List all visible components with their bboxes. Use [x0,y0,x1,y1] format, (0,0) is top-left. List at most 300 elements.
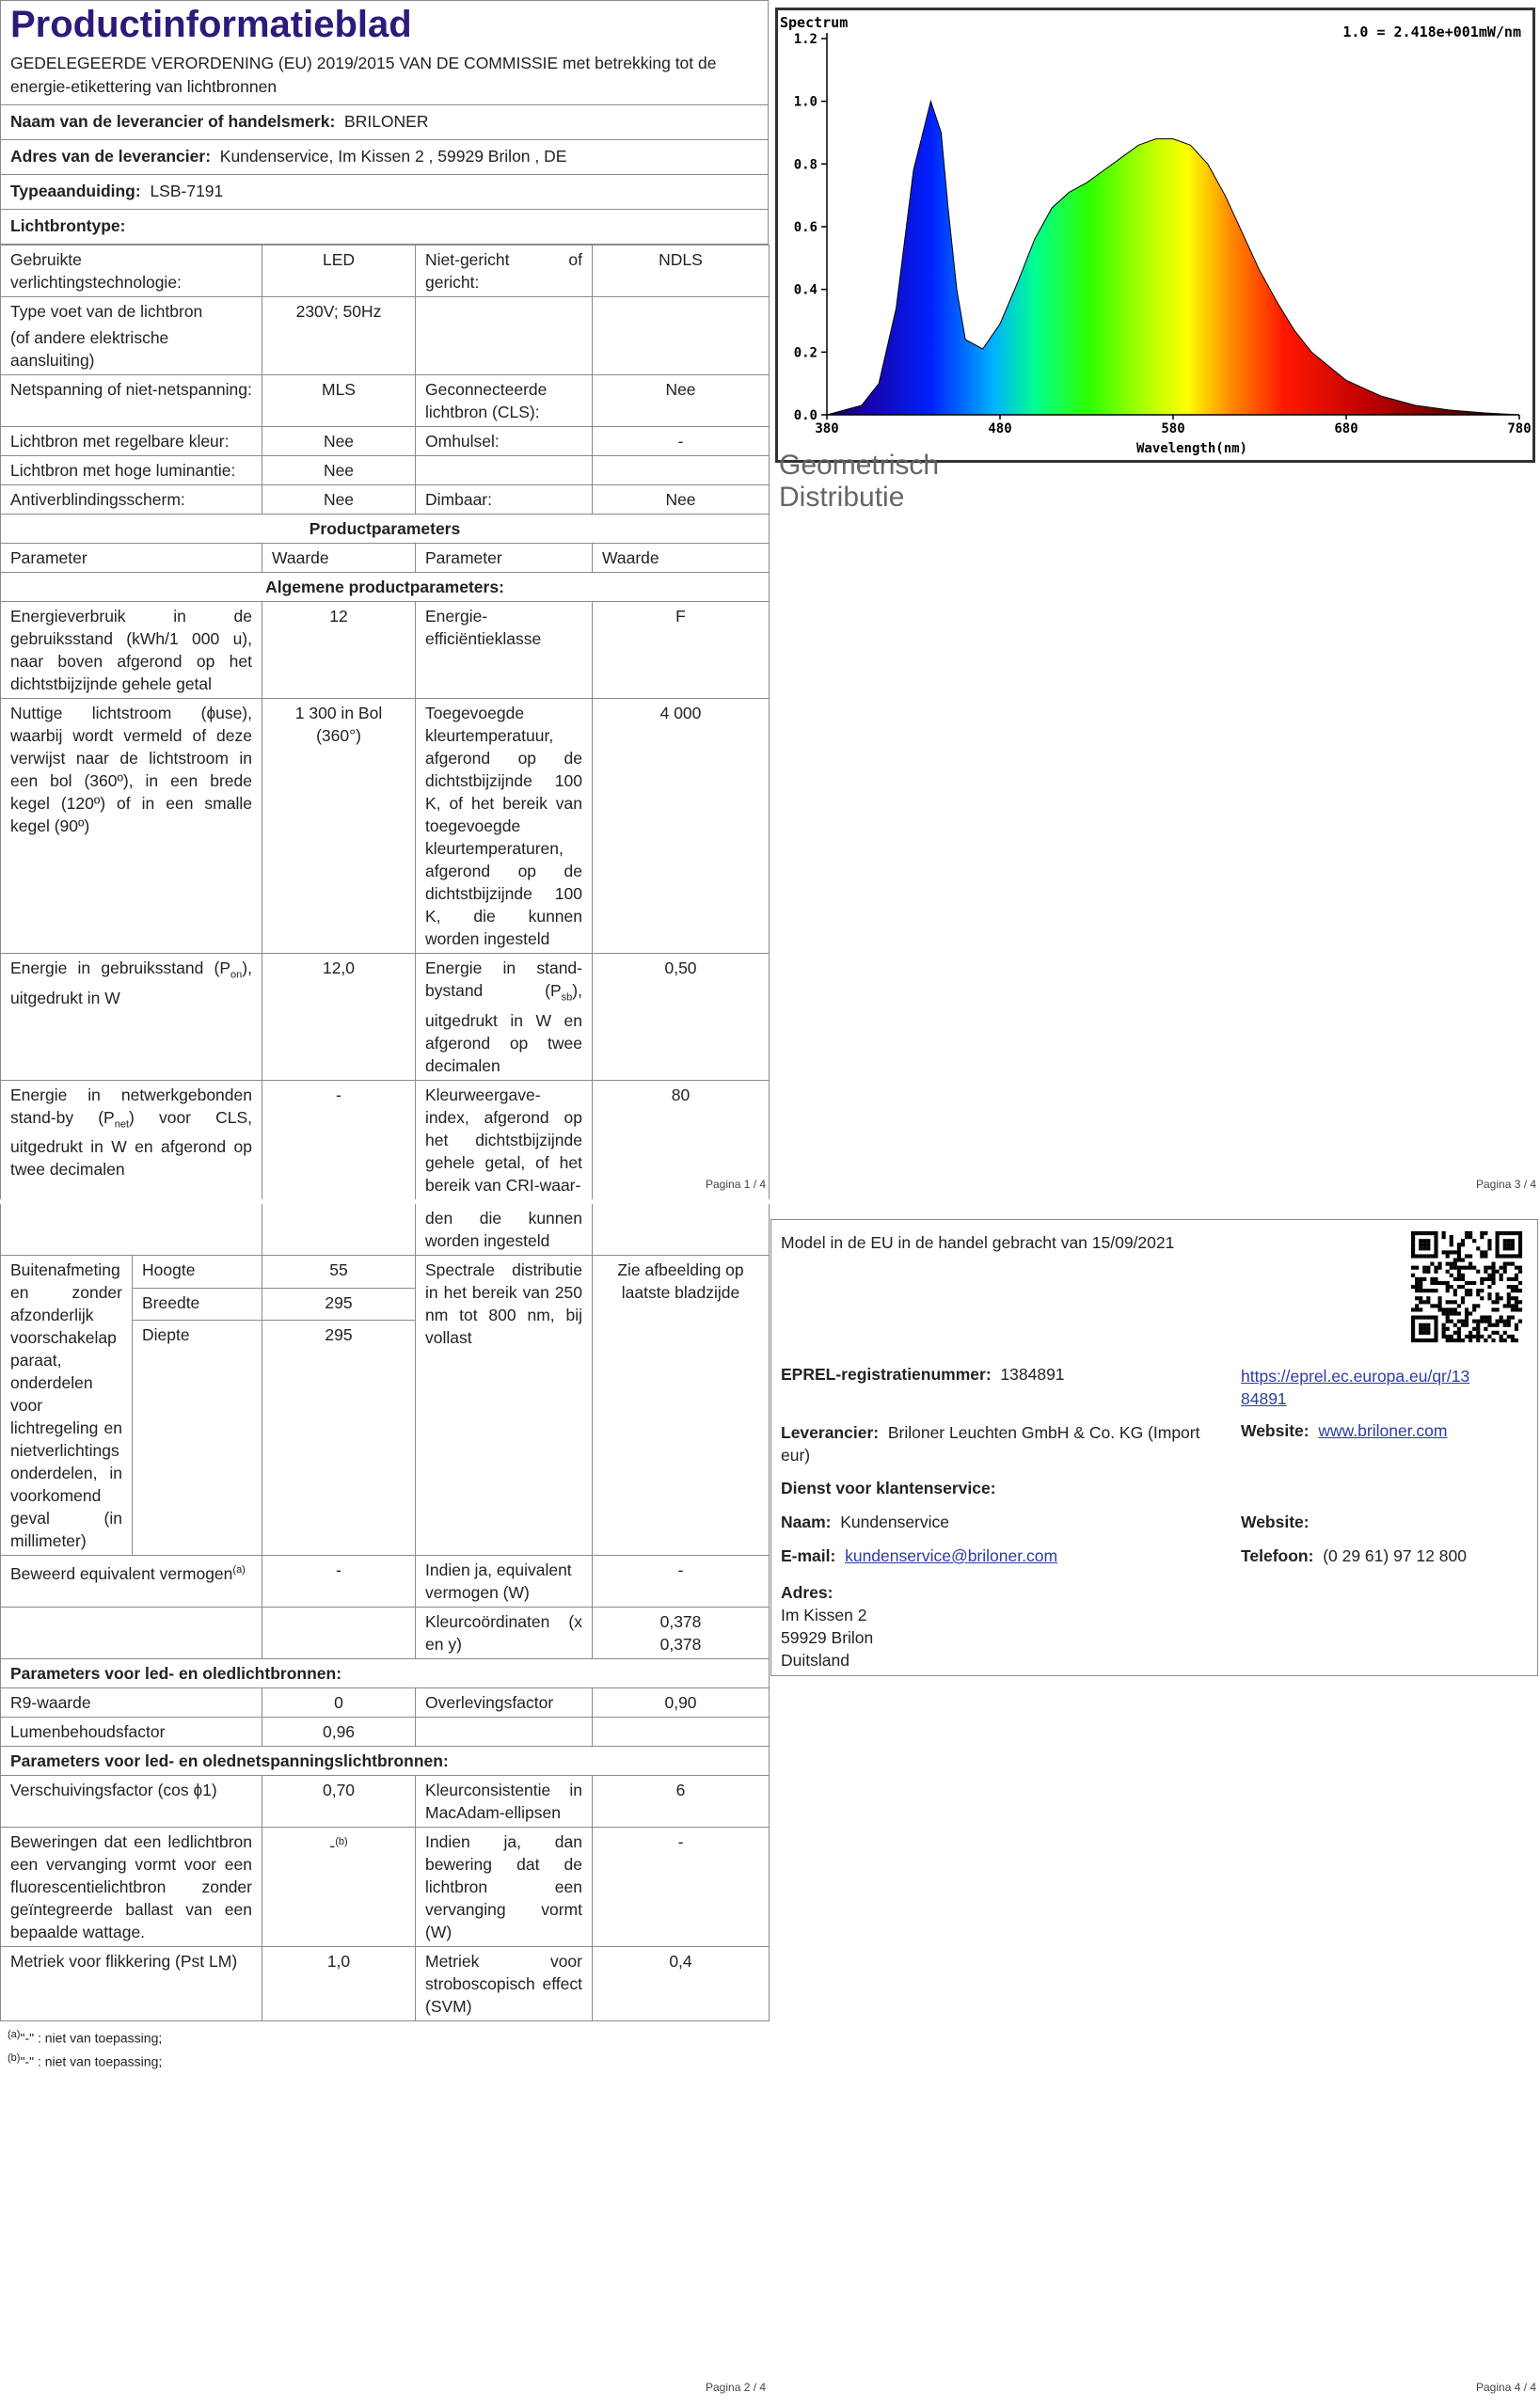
qr-module [1442,1281,1446,1285]
qr-module [1515,1296,1518,1300]
qr-module [1472,1335,1476,1339]
qr-module [1480,1231,1484,1235]
qr-module [1491,1277,1495,1281]
table-cell [593,1608,770,1659]
qr-module [1415,1285,1419,1289]
qr-module [1415,1254,1419,1258]
qr-module [1415,1316,1419,1320]
qr-module [1480,1320,1484,1323]
table-cell: Buitenafmetingen zonder afzonderlijk voorschakelapparaat, onderdelen voor lichtregeling en nietverlichtingsonderdelen, in voorkomend geval (in millimeter) [1,1256,133,1556]
qr-module [1422,1316,1426,1320]
qr-module [1476,1327,1480,1331]
table-cell [1,1204,262,1256]
qr-module [1487,1277,1491,1281]
qr-module [1430,1304,1434,1307]
qr-module [1491,1274,1495,1277]
qr-module [1500,1266,1503,1270]
qr-module [1419,1285,1422,1289]
chart-title: Spectrum [780,14,849,31]
table-cell: Gebruikte verlichtingstechnologie: [1,246,262,297]
table-cell: Omhulsel: [416,427,593,456]
qr-module [1518,1289,1522,1292]
spectrum-area [827,102,1519,415]
footnote-b [8,2049,761,2072]
table-cell: - [593,427,770,456]
qr-module [1469,1289,1472,1292]
superscript: (a) [232,1564,246,1576]
table-cell: 0,96 [262,1718,416,1747]
table-cell: Antiverblindingsscherm: [1,485,262,515]
address-label: Adres: [781,1583,834,1602]
qr-module [1518,1239,1522,1243]
qr-module [1465,1335,1469,1339]
qr-module [1472,1266,1476,1270]
qr-module [1434,1277,1437,1281]
qr-module [1461,1274,1465,1277]
qr-module [1507,1323,1511,1327]
qr-module [1437,1307,1441,1311]
table-row [1,699,770,954]
qr-module [1411,1274,1415,1277]
qr-module [1442,1307,1446,1311]
qr-module [1515,1323,1518,1327]
qr-module [1487,1274,1491,1277]
qr-module [1434,1323,1437,1327]
qr-module [1500,1254,1503,1258]
page-number: Pagina 4 / 4 [1476,2381,1537,2394]
qr-module [1465,1254,1469,1258]
qr-module [1419,1323,1422,1327]
qr-module [1496,1270,1500,1274]
table-cell: den die kunnen worden ingesteld [416,1204,593,1256]
table-cell: Verschuivingsfactor (cos ɸ1) [1,1776,262,1828]
qr-module [1434,1266,1437,1270]
qr-module [1422,1266,1426,1270]
qr-module [1419,1254,1422,1258]
qr-module [1515,1289,1518,1292]
plot-area [794,32,1532,436]
qr-module [1496,1331,1500,1335]
qr-module [1450,1300,1453,1304]
qr-module [1461,1243,1465,1246]
qr-module [1511,1262,1515,1266]
qr-module [1503,1262,1507,1266]
page-number: Pagina 2 / 4 [706,2381,767,2394]
qr-module [1484,1316,1487,1320]
qr-module [1469,1292,1472,1296]
qr-module [1484,1254,1487,1258]
qr-module [1442,1311,1446,1315]
table-row [1,1556,770,1608]
table-row [1,1080,770,1199]
qr-module [1518,1266,1522,1270]
qr-module [1434,1270,1437,1274]
qr-module [1515,1304,1518,1307]
x-tick-label: 680 [1334,421,1358,436]
qr-module [1411,1235,1415,1239]
qr-module [1450,1266,1453,1270]
table-cell: Spectrale distributie in het bereik van 250 nm tot 800 nm, bij vollast [416,1256,593,1556]
qr-module [1507,1231,1511,1235]
qr-module [1515,1339,1518,1342]
partial-caption: Geometrisch Distributie [779,450,940,513]
qr-module [1511,1277,1515,1281]
regulation-text: GEDELEGEERDE VERORDENING (EU) 2019/2015 VAN DE COMMISSIE met betrekking tot de energie-etikettering van lichtbronnen [10,54,717,96]
qr-module [1496,1254,1500,1258]
qr-module [1450,1339,1453,1342]
qr-module [1511,1246,1515,1250]
text: ) voor CLS, uitgedrukt in W en afgerond op twee decimalen [10,1107,253,1179]
table-cell [416,1718,593,1747]
qr-module [1503,1339,1507,1342]
qr-module [1430,1281,1434,1285]
qr-module [1434,1231,1437,1235]
qr-module [1511,1285,1515,1289]
table-cell [416,297,593,375]
qr-module [1457,1274,1461,1277]
qr-module [1518,1250,1522,1254]
y-tick-label: 1.2 [793,32,818,47]
table-cell: Nee [262,427,416,456]
table-cell: NDLS [593,246,770,297]
website-label: Website: [1241,1421,1310,1440]
table-cell: - [262,1556,416,1608]
qr-module [1426,1246,1430,1250]
qr-module [1511,1316,1515,1320]
qr-module [1426,1300,1430,1304]
qr-module [1484,1266,1487,1270]
qr-module [1491,1331,1495,1335]
table-cell [593,1718,770,1747]
table-cell: 6 [593,1776,770,1828]
qr-module [1465,1235,1469,1239]
table-cell: Kleurconsistentie in MacAdam-ellipsen [416,1776,593,1828]
qr-module [1411,1327,1415,1331]
qr-module [1507,1246,1511,1250]
page-title: Productinformatieblad [10,4,412,45]
qr-module [1422,1254,1426,1258]
qr-module [1487,1320,1491,1323]
qr-module [1476,1289,1480,1292]
y-tick-label: 0.4 [793,282,818,298]
qr-module [1437,1262,1441,1266]
placed-on-market: Model in de EU in de handel gebracht van 15/09/2021 [781,1233,1175,1252]
qr-module [1426,1266,1430,1270]
y-tick-label: 0.8 [793,157,818,173]
qr-module [1518,1320,1522,1323]
eprel-value: 1384891 [1000,1365,1065,1384]
table-cell: 230V; 50Hz [262,297,416,375]
table-cell: - [593,1828,770,1947]
qr-module [1511,1239,1515,1243]
qr-module [1503,1270,1507,1274]
qr-module [1511,1339,1515,1342]
table-cell: 55 [262,1256,416,1289]
qr-module [1415,1307,1419,1311]
address-block [781,1581,873,1671]
qr-module [1411,1323,1415,1327]
qr-module [1415,1281,1419,1285]
table-cell: Diepte [133,1321,262,1353]
table-cell: Niet-gericht of gericht: [416,246,593,297]
qr-module [1434,1327,1437,1331]
qr-module [1484,1270,1487,1274]
qr-module [1446,1262,1450,1266]
qr-module [1434,1254,1437,1258]
qr-module [1484,1231,1487,1235]
partial-caption-clip [779,450,967,513]
qr-module [1476,1323,1480,1327]
table-cell: Beweringen dat een ledlichtbron een vervanging vormt voor een fluorescentielichtbron zonder geïntegreerde ballast van een bepaalde wattage. [1,1828,262,1947]
qr-module [1411,1335,1415,1339]
table-cell [593,297,770,375]
qr-module [1465,1323,1469,1327]
table-cell: Kleurcoördinaten (x en y) [416,1608,593,1659]
email-link[interactable]: kundenservice@briloner.com [845,1546,1058,1565]
qr-module [1480,1289,1484,1292]
qr-module [1480,1254,1484,1258]
qr-module [1465,1307,1469,1311]
x-axis-label: Wavelength(nm) [1135,441,1248,456]
qr-module [1515,1231,1518,1235]
qr-module [1411,1246,1415,1250]
eprel-label: EPREL-registratienummer: [781,1365,992,1384]
lightsource-table [0,245,770,1199]
qr-module [1496,1296,1500,1300]
table-cell: F [593,602,770,699]
table-row [1,1947,770,2021]
superscript: (b) [8,2052,21,2064]
qr-module [1472,1327,1476,1331]
qr-module [1450,1262,1453,1266]
qr-module [1446,1316,1450,1320]
qr-module [1500,1320,1503,1323]
qr-module [1450,1243,1453,1246]
qr-module [1442,1331,1446,1335]
qr-module [1515,1277,1518,1281]
footnotes [0,2021,769,2071]
qr-module [1469,1262,1472,1266]
qr-module [1415,1296,1419,1300]
qr-module [1437,1281,1441,1285]
column-header: Waarde [262,544,416,573]
qr-module [1422,1243,1426,1246]
qr-module [1500,1274,1503,1277]
qr-module [1469,1266,1472,1270]
qr-module [1415,1339,1419,1342]
qr-module [1453,1289,1457,1292]
table-cell: Netspanning of niet-netspanning: [1,375,262,427]
qr-module [1426,1254,1430,1258]
y-tick-label: 1.0 [793,94,818,110]
qr-module [1426,1339,1430,1342]
qr-module [1487,1292,1491,1296]
qr-module [1461,1266,1465,1270]
table-cell [593,456,770,485]
qr-module [1457,1339,1461,1342]
table-cell: Lumenbehoudsfactor [1,1718,262,1747]
link-line: 84891 [1241,1389,1287,1408]
table-cell [1,297,262,375]
qr-module [1434,1316,1437,1320]
qr-module [1496,1300,1500,1304]
qr-module [1450,1320,1453,1323]
table-row [1,1659,770,1688]
qr-module [1465,1311,1469,1315]
service-heading [781,1479,996,1498]
qr-module [1419,1246,1422,1250]
qr-module [1422,1270,1426,1274]
phone-row [1241,1546,1467,1566]
qr-module [1446,1289,1450,1292]
qr-module [1503,1331,1507,1335]
table-row [1,954,770,1081]
qr-module [1476,1339,1480,1342]
parameters-table-continued [0,1204,770,2021]
table-cell: - [593,1556,770,1608]
qr-module [1496,1292,1500,1296]
qr-module [1484,1250,1487,1254]
qr-module [1507,1285,1511,1289]
qr-module [1465,1292,1469,1296]
qr-module [1430,1339,1434,1342]
qr-module [1465,1281,1469,1285]
qr-module [1503,1239,1507,1243]
qr-module [1518,1281,1522,1285]
qr-module [1434,1320,1437,1323]
qr-module [1457,1254,1461,1258]
qr-module [1487,1323,1491,1327]
email-label: E-mail: [781,1546,836,1565]
qr-module [1503,1254,1507,1258]
qr-module [1480,1235,1484,1239]
text: Energie in netwerkgebonden stand-by (P [10,1085,252,1127]
qr-module [1457,1246,1461,1250]
qr-module [1457,1250,1461,1254]
email-row [781,1546,1057,1566]
qr-module [1503,1266,1507,1270]
qr-module [1446,1250,1450,1254]
qr-module [1507,1335,1511,1339]
table-row [1,602,770,699]
table-cell: 0,50 [593,954,770,1081]
qr-module [1511,1243,1515,1246]
table-cell: - [262,1080,416,1199]
qr-module [1446,1285,1450,1289]
qr-module [1496,1323,1500,1327]
table-cell: Breedte [133,1288,262,1321]
qr-module [1426,1243,1430,1246]
qr-module [1434,1246,1437,1250]
phone-value: (0 29 61) 97 12 800 [1323,1546,1467,1565]
qr-module [1507,1243,1511,1246]
table-row [1,573,770,602]
qr-module [1442,1327,1446,1331]
qr-module [1426,1296,1430,1300]
qr-module [1484,1327,1487,1331]
qr-module [1491,1300,1495,1304]
section-heading: Parameters voor led- en olednetspanningslichtbronnen: [1,1747,770,1776]
qr-module [1487,1335,1491,1339]
table-cell: Toegevoegde kleurtemperatuur, afgerond op de dichtstbijzijnde 100 K, of het bereik van toegevoegde kleurtemperaturen, afgerond op de dichtstbijzijnde 100 K, die kunnen worden ingesteld [416,699,593,954]
qr-module [1442,1231,1446,1235]
qr-module [1500,1277,1503,1281]
qr-module [1503,1243,1507,1246]
qr-module [1419,1331,1422,1335]
qr-module [1503,1320,1507,1323]
qr-module [1465,1316,1469,1320]
qr-module [1476,1335,1480,1339]
qr-module [1472,1320,1476,1323]
website-link[interactable]: www.briloner.com [1318,1421,1448,1440]
color-x-value: 0,378 [659,1612,702,1631]
qr-module [1426,1231,1430,1235]
qr-module [1518,1270,1522,1274]
qr-module [1507,1316,1511,1320]
qr-module [1518,1246,1522,1250]
text: Energie in stand-bystand (P [425,958,582,1000]
x-tick-label: 380 [815,421,839,436]
qr-module [1453,1258,1457,1261]
qr-module [1411,1320,1415,1323]
qr-module [1511,1335,1515,1339]
qr-module [1500,1335,1503,1339]
qr-module [1487,1285,1491,1289]
qr-module [1461,1296,1465,1300]
table-cell [262,1353,416,1556]
qr-module [1469,1331,1472,1335]
qr-module [1419,1327,1422,1331]
table-row [1,1828,770,1947]
eprel-link[interactable] [1241,1367,1469,1408]
table-cell: R9-waarde [1,1688,262,1718]
column-header: Waarde [593,544,770,573]
qr-module [1411,1339,1415,1342]
qr-module [1434,1243,1437,1246]
qr-module [1426,1239,1430,1243]
qr-module [1515,1327,1518,1331]
qr-module [1461,1339,1465,1342]
x-tick-label: 480 [988,421,1012,436]
table-cell: Nee [262,456,416,485]
address-label: Adres van de leverancier: [10,147,212,166]
qr-module [1430,1316,1434,1320]
table-cell: Hoogte [133,1256,262,1289]
qr-module [1450,1311,1453,1315]
qr-module [1491,1339,1495,1342]
name-label: Naam: [781,1513,832,1531]
qr-module [1469,1231,1472,1235]
qr-module [1487,1296,1491,1300]
table-cell: 295 [262,1288,416,1321]
qr-module [1446,1300,1450,1304]
qr-module [1469,1335,1472,1339]
table-cell [133,1353,262,1556]
qr-module [1422,1246,1426,1250]
qr-module [1480,1277,1484,1281]
qr-module [1411,1250,1415,1254]
qr-module [1480,1316,1484,1320]
qr-module [1419,1296,1422,1300]
table-cell: 1,0 [262,1947,416,2021]
qr-module [1465,1289,1469,1292]
qr-module [1434,1289,1437,1292]
table-cell: 4 000 [593,699,770,954]
qr-module [1450,1285,1453,1289]
qr-module [1503,1323,1507,1327]
subscript: sb [561,991,573,1004]
qr-module [1518,1307,1522,1311]
